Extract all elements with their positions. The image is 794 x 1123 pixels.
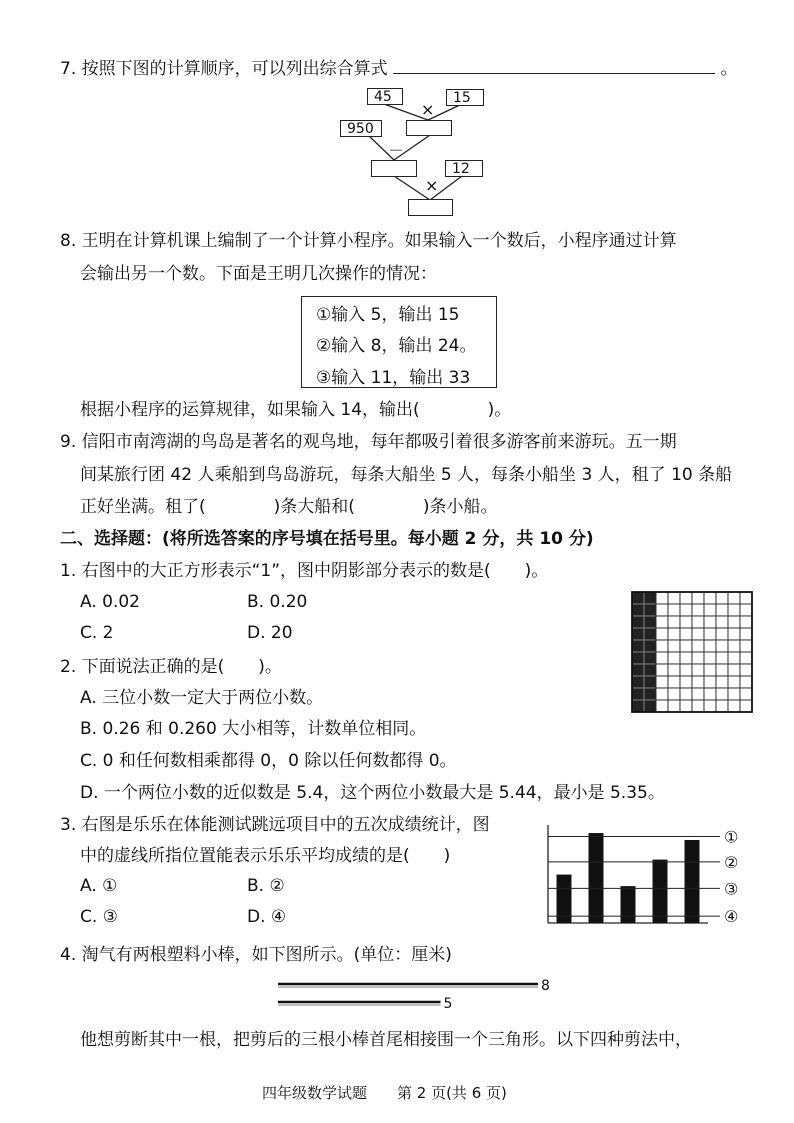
grid-cell — [716, 688, 728, 700]
grid-cell-shaded — [632, 640, 644, 652]
grid-cell — [704, 616, 716, 628]
c3-option-a[interactable]: A. ① — [80, 876, 118, 896]
c3-option-d[interactable]: D. ④ — [247, 907, 287, 927]
long-jump-bar-chart — [543, 815, 793, 935]
q8-operation-record-box — [301, 296, 497, 388]
grid-cell — [728, 676, 740, 688]
chart-bar — [621, 886, 636, 923]
grid-cell — [728, 592, 740, 604]
stick-length-label: 5 — [443, 996, 453, 1012]
chart-bar — [685, 840, 700, 923]
grid-cell — [728, 616, 740, 628]
grid-cell — [728, 640, 740, 652]
grid-cell — [692, 700, 704, 712]
grid-cell-shaded — [644, 700, 656, 712]
q7-box-15: 15 — [446, 89, 484, 106]
q7-multiply-sign-2: × — [425, 176, 439, 195]
grid-cell — [680, 676, 692, 688]
grid-cell-shaded — [632, 628, 644, 640]
grid-cell — [740, 604, 752, 616]
q7-connector-lines — [0, 0, 794, 230]
grid-cell — [692, 628, 704, 640]
q7-box-product[interactable] — [406, 120, 452, 136]
grid-cell — [668, 664, 680, 676]
chart-reference-label: ① — [724, 827, 739, 847]
c2-option-a[interactable]: A. 三位小数一定大于两位小数。 — [80, 688, 324, 708]
c2-option-d[interactable]: D. 一个两位小数的近似数是 5.4，这个两位小数最大是 5.44，最小是 5.35。 — [80, 783, 665, 803]
grid-cell-shaded — [632, 688, 644, 700]
grid-cell — [716, 616, 728, 628]
c2-stem: 2. 下面说法正确的是( )。 — [60, 657, 282, 677]
c3-line1: 3. 右图是乐乐在体能测试跳远项目中的五次成绩统计，图 — [60, 815, 490, 835]
grid-cell — [680, 628, 692, 640]
c1-option-c[interactable]: C. 2 — [80, 623, 114, 643]
grid-cell — [656, 628, 668, 640]
grid-cell — [728, 652, 740, 664]
grid-cell — [668, 604, 680, 616]
grid-cell — [656, 676, 668, 688]
grid-cell-shaded — [632, 652, 644, 664]
grid-cell — [680, 616, 692, 628]
chart-reference-label: ③ — [724, 879, 739, 899]
grid-cell — [656, 640, 668, 652]
grid-cell — [740, 592, 752, 604]
grid-cell — [656, 700, 668, 712]
grid-cell — [680, 604, 692, 616]
grid-cell — [716, 676, 728, 688]
grid-cell — [716, 652, 728, 664]
grid-cell-shaded — [644, 640, 656, 652]
c2-option-b[interactable]: B. 0.26 和 0.260 大小相等，计数单位相同。 — [80, 719, 427, 739]
grid-cell — [728, 664, 740, 676]
grid-cell — [668, 652, 680, 664]
grid-cell — [716, 664, 728, 676]
q7-minus-sign: － — [388, 141, 405, 160]
c1-option-b[interactable]: B. 0.20 — [247, 592, 308, 612]
grid-cell — [668, 688, 680, 700]
q8-question: 根据小程序的运算规律，如果输入 14，输出( )。 — [80, 400, 512, 420]
grid-cell — [668, 628, 680, 640]
grid-cell — [740, 628, 752, 640]
grid-cell — [680, 664, 692, 676]
grid-cell — [692, 688, 704, 700]
c3-option-c[interactable]: C. ③ — [80, 907, 118, 927]
q8-line2: 会输出另一个数。下面是王明几次操作的情况： — [80, 264, 437, 284]
q9-line1: 9. 信阳市南湾湖的鸟岛是著名的观鸟地，每年都吸引着很多游客前来游玩。五一期 — [60, 432, 677, 452]
c1-stem: 1. 右图中的大正方形表示“1”，图中阴影部分表示的数是( )。 — [60, 561, 549, 581]
grid-cell — [716, 604, 728, 616]
grid-cell — [716, 628, 728, 640]
grid-cell — [740, 664, 752, 676]
q7-box-difference[interactable] — [371, 160, 417, 177]
grid-cell-shaded — [644, 592, 656, 604]
grid-cell-shaded — [644, 604, 656, 616]
grid-cell — [704, 592, 716, 604]
c4-follow-text: 他想剪断其中一根，把剪后的三根小棒首尾相接围一个三角形。以下四种剪法中， — [80, 1030, 692, 1050]
c3-option-b[interactable]: B. ② — [247, 876, 285, 896]
c1-option-d[interactable]: D. 20 — [247, 623, 293, 643]
grid-cell — [704, 664, 716, 676]
grid-cell-shaded — [632, 664, 644, 676]
grid-cell-shaded — [644, 664, 656, 676]
grid-cell — [668, 640, 680, 652]
chart-bar — [589, 833, 604, 923]
stick-length-label: 8 — [541, 978, 550, 994]
q9-line2: 间某旅行团 42 人乘船到鸟岛游玩，每条大船坐 5 人，每条小船坐 3 人，租了 10 条船 — [80, 465, 733, 485]
q7-box-45: 45 — [367, 88, 403, 105]
chart-reference-label: ② — [724, 852, 739, 872]
grid-cell — [680, 640, 692, 652]
grid-cell — [728, 688, 740, 700]
grid-cell — [692, 652, 704, 664]
grid-cell — [740, 652, 752, 664]
q7-box-12: 12 — [445, 160, 483, 177]
grid-cell — [692, 676, 704, 688]
grid-cell — [680, 688, 692, 700]
grid-cell — [740, 676, 752, 688]
grid-cell — [728, 700, 740, 712]
chart-bar — [653, 860, 668, 923]
grid-cell — [680, 700, 692, 712]
grid-cell — [704, 700, 716, 712]
hundred-square-grid — [630, 590, 754, 714]
q8-record-2: ②输入 8，输出 24。 — [316, 336, 477, 356]
grid-cell — [668, 676, 680, 688]
q9-line3: 正好坐满。租了( )条大船和( )条小船。 — [80, 497, 498, 517]
grid-cell — [692, 616, 704, 628]
grid-cell — [728, 628, 740, 640]
grid-cell — [704, 628, 716, 640]
grid-cell — [740, 700, 752, 712]
grid-cell-shaded — [632, 616, 644, 628]
chart-reference-label: ④ — [724, 907, 739, 927]
grid-cell — [692, 604, 704, 616]
grid-cell-shaded — [644, 688, 656, 700]
grid-cell — [692, 592, 704, 604]
q8-record-3: ③输入 11，输出 33 — [316, 368, 471, 388]
grid-cell-shaded — [644, 676, 656, 688]
grid-cell — [704, 652, 716, 664]
grid-cell-shaded — [632, 700, 644, 712]
grid-cell — [704, 688, 716, 700]
grid-cell — [668, 616, 680, 628]
q8-record-1: ①输入 5，输出 15 — [316, 305, 460, 325]
grid-cell-shaded — [644, 628, 656, 640]
c4-stem: 4. 淘气有两根塑料小棒，如下图所示。(单位：厘米) — [60, 945, 452, 965]
grid-cell-shaded — [632, 676, 644, 688]
grid-cell — [716, 592, 728, 604]
grid-cell — [680, 592, 692, 604]
grid-cell-shaded — [632, 604, 644, 616]
grid-cell — [740, 688, 752, 700]
section2-heading: 二、选择题：(将所选答案的序号填在括号里。每小题 2 分，共 10 分) — [60, 529, 594, 549]
grid-cell-shaded — [644, 652, 656, 664]
grid-cell — [656, 616, 668, 628]
c1-option-a[interactable]: A. 0.02 — [80, 592, 140, 612]
grid-cell — [740, 616, 752, 628]
grid-cell — [740, 640, 752, 652]
grid-cell — [680, 652, 692, 664]
grid-cell — [668, 700, 680, 712]
c2-option-c[interactable]: C. 0 和任何数相乘都得 0，0 除以任何数都得 0。 — [80, 751, 457, 771]
grid-cell — [692, 664, 704, 676]
grid-cell-shaded — [632, 592, 644, 604]
grid-cell — [656, 664, 668, 676]
plastic-sticks-figure — [272, 972, 572, 1012]
grid-cell — [656, 688, 668, 700]
q7-text: 7. 按照下图的计算顺序，可以列出综合算式 。 — [60, 55, 737, 79]
page-footer: 四年级数学试题 第 2 页(共 6 页) — [262, 1084, 507, 1102]
q7-multiply-sign-1: × — [421, 100, 435, 119]
grid-cell — [656, 592, 668, 604]
grid-cell — [692, 640, 704, 652]
grid-cell — [704, 640, 716, 652]
q7-box-950: 950 — [340, 120, 382, 137]
grid-cell — [704, 676, 716, 688]
grid-cell — [728, 604, 740, 616]
grid-cell — [704, 604, 716, 616]
grid-cell — [716, 700, 728, 712]
grid-cell-shaded — [644, 616, 656, 628]
grid-cell — [716, 640, 728, 652]
q8-line1: 8. 王明在计算机课上编制了一个计算小程序。如果输入一个数后，小程序通过计算 — [60, 231, 677, 251]
grid-cell — [656, 604, 668, 616]
grid-cell — [668, 592, 680, 604]
q7-box-result[interactable] — [408, 199, 453, 216]
c3-line2: 中的虚线所指位置能表示乐乐平均成绩的是( ) — [80, 846, 451, 866]
grid-cell — [656, 652, 668, 664]
